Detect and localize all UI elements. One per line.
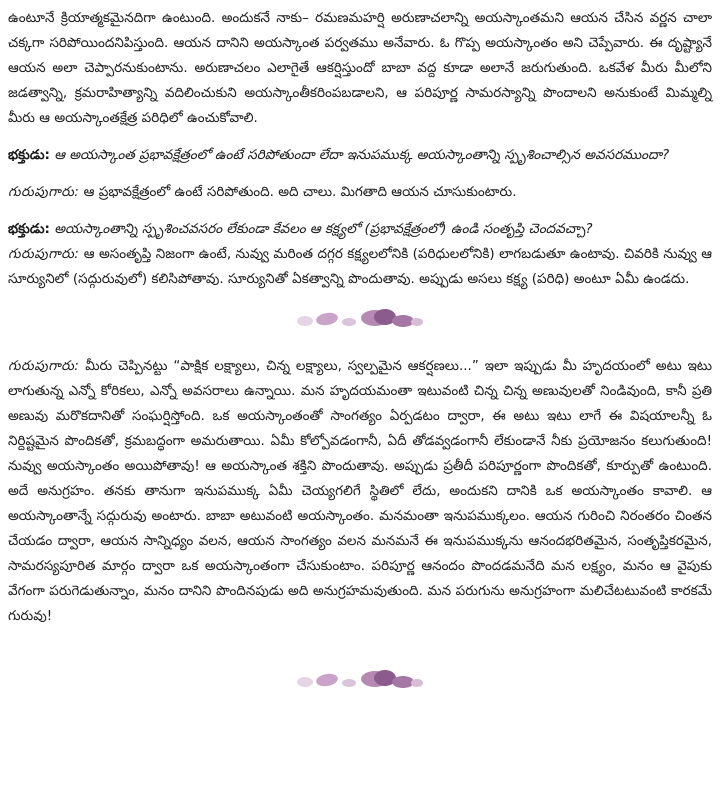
guru-label: గురుపుగారు: xyxy=(8,358,80,374)
devotee-label: భక్తుడు: xyxy=(8,221,50,237)
answer-text: ఆ అసంతృప్తి నిజంగా ఉంటే, నువ్వు మరింత దగ్గర కక్ష్యలలోనికి (పరిధులలోనికి) లాగబడుతూ ఉంటావు. చివరికి నువ్వు ఆ సూర్యునిలో (సద్గురువులో) కలిసిపోతావు. సూర్యునితో ఏకత్వాన్ని పొందుతావు. అప్పుడు అసలు కక్ష్య (పరిధి) అంటూ ఏమీ ఉండదు. xyxy=(8,246,712,287)
answer-text: ఆ ప్రభావక్షేత్రంలో ఉంటే సరిపోతుంది. అది చాలు. మిగతాది ఆయన చూసుకుంటారు. xyxy=(79,184,517,200)
petal-divider-1 xyxy=(8,298,712,338)
devotee-question-1 xyxy=(8,143,712,168)
question-text: ఆ అయస్కాంత ప్రభావక్షేత్రంలో ఉంటే సరిపోతుందా లేదా ఇనుపముక్క అయస్కాంతాన్ని స్పృశించాల్సిన అవసరముందా? xyxy=(49,147,670,163)
devotee-question-2 xyxy=(8,217,712,242)
devotee-label: భక్తుడు: xyxy=(8,147,50,163)
guru-label: గురుపుగారు: xyxy=(8,184,80,200)
guru-final-paragraph xyxy=(8,354,712,629)
question-text: అయస్కాంతాన్ని స్పృశించవసరం లేకుండా కేవలం ఆ కక్ష్యలో (ప్రభావక్షేత్రంలో) ఉండి సంతృప్తి చెందవచ్చా? xyxy=(49,221,593,237)
flower-petals-icon xyxy=(295,665,425,693)
intro-paragraph: ఉంటూనే క్రియాత్మకమైనదిగా ఉంటుంది. అందుకనే నాకు– రమణమహర్షి అరుణాచలాన్ని అయస్కాంతమని ఆయన చేసిన వర్ణన చాలా చక్కగా సరిపోయిందనిపిస్తుంది. ఆయన దానిని అయస్కాంత పర్వతము అనేవారు. ఓ గొప్ప అయస్కాంతం అని చెప్పేవారు. ఈ దృష్ట్యానే ఆయన అలా చెప్పారనుకుంటాను. అరుణాచలం ఎలాగైతే ఆకర్షిస్తుందో బాబా వద్ద కూడా అలానే జరుగుతుంది. ఒకవేళ మీరు మీలోని జడత్వాన్ని, క్రమరాహిత్యాన్ని వదిలించుకుని అయస్కాంతీకరింపబడాలని, ఆ పరిపూర్ణ సామరస్యాన్ని పొందాలని అనుకుంటే మిమ్మల్ని మీరు ఆ అయస్కాంతక్షేత్ర పరిధిలో ఉంచుకోవాలి. xyxy=(8,10,712,126)
petal-divider-2 xyxy=(8,659,712,699)
guru-label: గురుపుగారు: xyxy=(8,246,80,262)
flower-petals-icon xyxy=(295,304,425,332)
final-text: మీరు చెప్పినట్టు “పాక్షిక లక్ష్యాలు, చిన్న లక్ష్యాలు, స్వల్పమైన ఆకర్షణలు...” ఇలా ఇప్పుడు మీ హృదయంలో అటు ఇటు లాగుతున్న ఎన్నో కోరికలు, ఎన్నో అవసరాలు ఉన్నాయి. మన హృదయమంతా ఇటువంటి చిన్న చిన్న అణువులతో నిండివుంది, కానీ ప్రతి అణువు మరొకదానితో సంఘర్షిస్తోంది. ఒక అయస్కాంతంతో సాంగత్యం ఏర్పడటం ద్వారా, ఈ అటు ఇటు లాగే ఈ విషయాలన్నీ ఓ నిర్దిష్టమైన పొందికతో, క్రమబద్ధంగా అమరుతాయి. ఏమీ కోల్పోవడంగానీ, ఏదీ తోడవ్వడంగానీ లేకుండానే నీకు ప్రయోజనం కలుగుతుంది! నువ్వు అయస్కాంతం అయిపోతావు! ఆ అయస్కాంత శక్తిని పొందుతావు. అప్పుడు ప్రతీదీ పరిపూర్ణంగా పొందికతో, కూర్పుతో ఉంటుంది. అదే అనుగ్రహం. తనకు తానుగా ఇనుపముక్క ఏమీ చెయ్యగలిగే స్థితిలో లేదు, అందుకని దానికి ఒక అయస్కాంతం కావాలి. ఆ అయస్కాంతాన్నే సద్గురువు అంటారు. బాబా అటువంటి అయస్కాంతం. మనమంతా ఇనుపముక్కలం. ఆయన గురించి నిరంతరం చింతన చేయడం ద్వారా, ఆయన సాన్నిధ్యం వలన, ఆయన సాంగత్యం వలన మనమనే ఈ ఇనుపముక్కను ఆనందభరితమైన, సంతృప్తికరమైన, సామరస్యపూరిత మార్గం ద్వారా ఒక అయస్కాంతంగా చేసుకుంటాం. పరిపూర్ణ ఆనందం పొందడమనేది మన లక్ష్యం, మనం ఆ వైపుకు వేగంగా పరుగెడుతున్నాం, మనం దానిని పొందినపుడు అది అనుగ్రహమవుతుంది. మన పరుగును అనుగ్రహంగా మలిచేటటువంటి కారకమే గురువు! xyxy=(8,358,712,624)
guru-answer-2 xyxy=(8,242,712,292)
guru-answer-1 xyxy=(8,180,712,205)
